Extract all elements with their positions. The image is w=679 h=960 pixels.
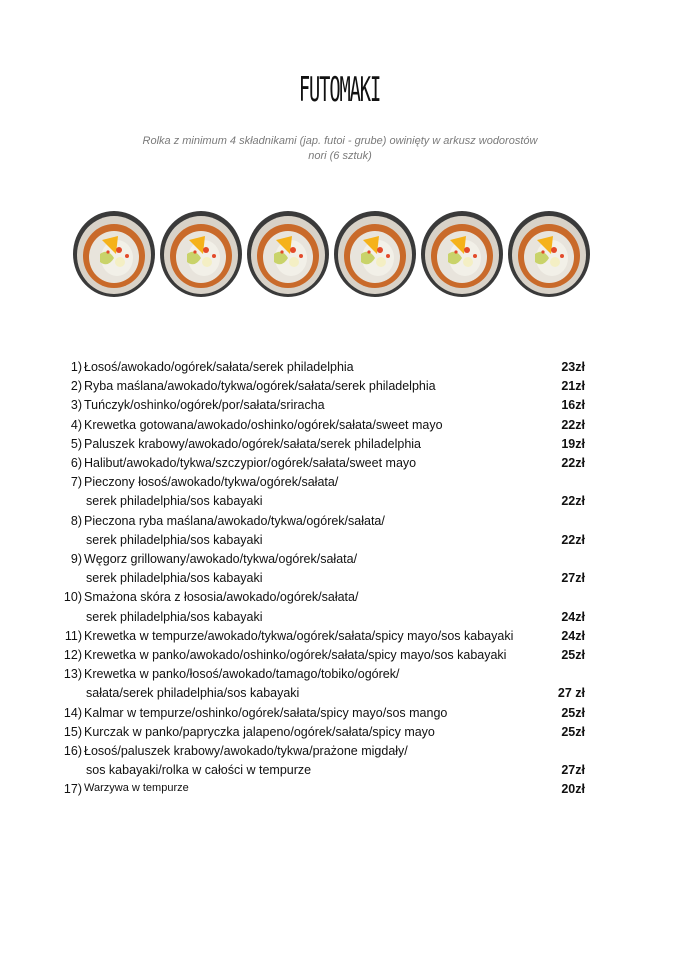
menu-item-price: 23zł	[561, 360, 585, 374]
menu-item-number: 14)	[63, 705, 82, 720]
menu-item-number: 7)	[70, 475, 82, 490]
menu-item-name: Halibut/awokado/tykwa/szczypior/ogórek/sałata/sweet mayo	[84, 456, 417, 470]
menu-item-line	[0, 456, 679, 475]
menu-item-line	[0, 475, 679, 494]
subtitle-line-1: Rolka z minimum 4 składnikami (jap. futoi - grube) owinięty w arkusz wodorostów	[142, 135, 538, 147]
menu-item-name: serek philadelphia/sos kabayaki	[86, 494, 263, 509]
menu-item-name: Tuńczyk/oshinko/ogórek/por/sałata/sriracha	[84, 398, 325, 413]
menu-subtitle	[120, 134, 560, 164]
menu-item-name: serek philadelphia/sos kabayaki	[86, 532, 263, 547]
menu-item-name: Paluszek krabowy/awokado/ogórek/sałata/serek philadelphia	[84, 436, 422, 451]
menu-item-number: 6)	[70, 456, 82, 470]
menu-item-line	[0, 782, 679, 801]
menu-item-line	[0, 744, 679, 763]
menu-item-price: 25zł	[561, 724, 585, 739]
menu-title: FUTOMAKI	[298, 70, 381, 110]
menu-item-name: Krewetka w tempurze/awokado/tykwa/ogórek/sałata/spicy mayo/sos kabayaki	[84, 628, 514, 643]
menu-item-name: Łosoś/awokado/ogórek/sałata/serek philadelphia	[84, 360, 354, 374]
menu-item-line	[0, 706, 679, 725]
menu-item-price: 22zł	[561, 456, 585, 470]
menu-item-line	[0, 514, 679, 533]
sushi-rolls-image	[72, 210, 592, 298]
menu-item-number: 12)	[63, 648, 82, 662]
menu-item-price: 27zł	[561, 571, 585, 586]
menu-item-price: 27zł	[561, 763, 585, 778]
menu-item-name: Kurczak w panko/papryczka jalapeno/ogórek/sałata/spicy mayo	[84, 724, 435, 739]
menu-item-line	[0, 686, 679, 705]
menu-item-number: 1)	[70, 360, 82, 374]
menu-item-number: 3)	[70, 398, 82, 413]
menu-item-line	[0, 360, 679, 379]
sushi-roll-icon	[72, 210, 156, 298]
menu-item-name: serek philadelphia/sos kabayaki	[86, 609, 263, 624]
sushi-roll-icon	[420, 210, 504, 298]
menu-item-price: 25zł	[561, 705, 585, 720]
menu-item-price: 16zł	[561, 398, 585, 413]
menu-item-name: sos kabayaki/rolka w całości w tempurze	[86, 763, 312, 778]
menu-item-price: 22zł	[561, 532, 585, 547]
menu-item-price: 24zł	[561, 628, 585, 643]
menu-item-number: 17)	[63, 782, 82, 797]
menu-item-name: serek philadelphia/sos kabayaki	[86, 571, 263, 586]
sushi-roll-icon	[507, 210, 591, 298]
menu-item-number: 4)	[70, 417, 82, 432]
menu-item-number: 13)	[63, 667, 82, 682]
menu-item-name: Kalmar w tempurze/oshinko/ogórek/sałata/spicy mayo/sos mango	[84, 705, 448, 720]
menu-item-number: 2)	[70, 379, 82, 394]
menu-item-line	[0, 648, 679, 667]
menu-item-name: Krewetka w panko/łosoś/awokado/tamago/tobiko/ogórek/	[84, 667, 400, 682]
menu-item-name: Ryba maślana/awokado/tykwa/ogórek/sałata/serek philadelphia	[84, 379, 436, 394]
menu-item-name: Pieczony łosoś/awokado/tykwa/ogórek/sałata/	[84, 475, 339, 490]
menu-item-line	[0, 725, 679, 744]
menu-item-line	[0, 398, 679, 417]
menu-item-line	[0, 418, 679, 437]
menu-item-line	[0, 437, 679, 456]
menu-item-number: 15)	[63, 724, 82, 739]
menu-item-name: Węgorz grillowany/awokado/tykwa/ogórek/sałata/	[84, 552, 358, 566]
menu-item-number: 11)	[64, 628, 82, 643]
menu-item-line	[0, 571, 679, 590]
menu-item-number: 9)	[70, 552, 82, 566]
subtitle-line-2: nori (6 sztuk)	[308, 150, 372, 162]
sushi-roll-icon	[159, 210, 243, 298]
menu-item-name: sałata/serek philadelphia/sos kabayaki	[86, 686, 300, 701]
sushi-roll-icon	[333, 210, 417, 298]
sushi-roll-icon	[246, 210, 330, 298]
menu-item-price: 24zł	[561, 609, 585, 624]
menu-item-price: 22zł	[561, 494, 585, 509]
menu-item-name: Łosoś/paluszek krabowy/awokado/tykwa/prażone migdały/	[84, 744, 408, 758]
menu-item-name: Smażona skóra z łososia/awokado/ogórek/sałata/	[84, 590, 359, 605]
menu-item-line	[0, 379, 679, 398]
menu-item-line	[0, 667, 679, 686]
menu-item-price: 27 zł	[557, 686, 585, 701]
menu-item-line	[0, 629, 679, 648]
menu-item-line	[0, 610, 679, 629]
menu-item-price: 20zł	[561, 782, 585, 797]
menu-item-price: 19zł	[561, 436, 585, 451]
menu-item-name: Krewetka w panko/awokado/oshinko/ogórek/sałata/spicy mayo/sos kabayaki	[84, 648, 507, 662]
menu-item-name: Warzywa w tempurze	[84, 782, 189, 795]
menu-item-name: Pieczona ryba maślana/awokado/tykwa/ogórek/sałata/	[84, 513, 385, 528]
menu-item-line	[0, 763, 679, 782]
menu-item-name: Krewetka gotowana/awokado/oshinko/ogórek/sałata/sweet mayo	[84, 417, 443, 432]
menu-item-number: 10)	[63, 590, 82, 605]
menu-item-line	[0, 552, 679, 571]
menu-item-number: 8)	[70, 513, 82, 528]
menu-item-price: 22zł	[561, 417, 585, 432]
menu-item-number: 16)	[63, 744, 82, 758]
menu-item-line	[0, 533, 679, 552]
menu-item-price: 21zł	[561, 379, 585, 394]
menu-item-price: 25zł	[561, 648, 585, 662]
menu-item-number: 5)	[70, 436, 82, 451]
menu-item-line	[0, 494, 679, 513]
menu-item-line	[0, 590, 679, 609]
